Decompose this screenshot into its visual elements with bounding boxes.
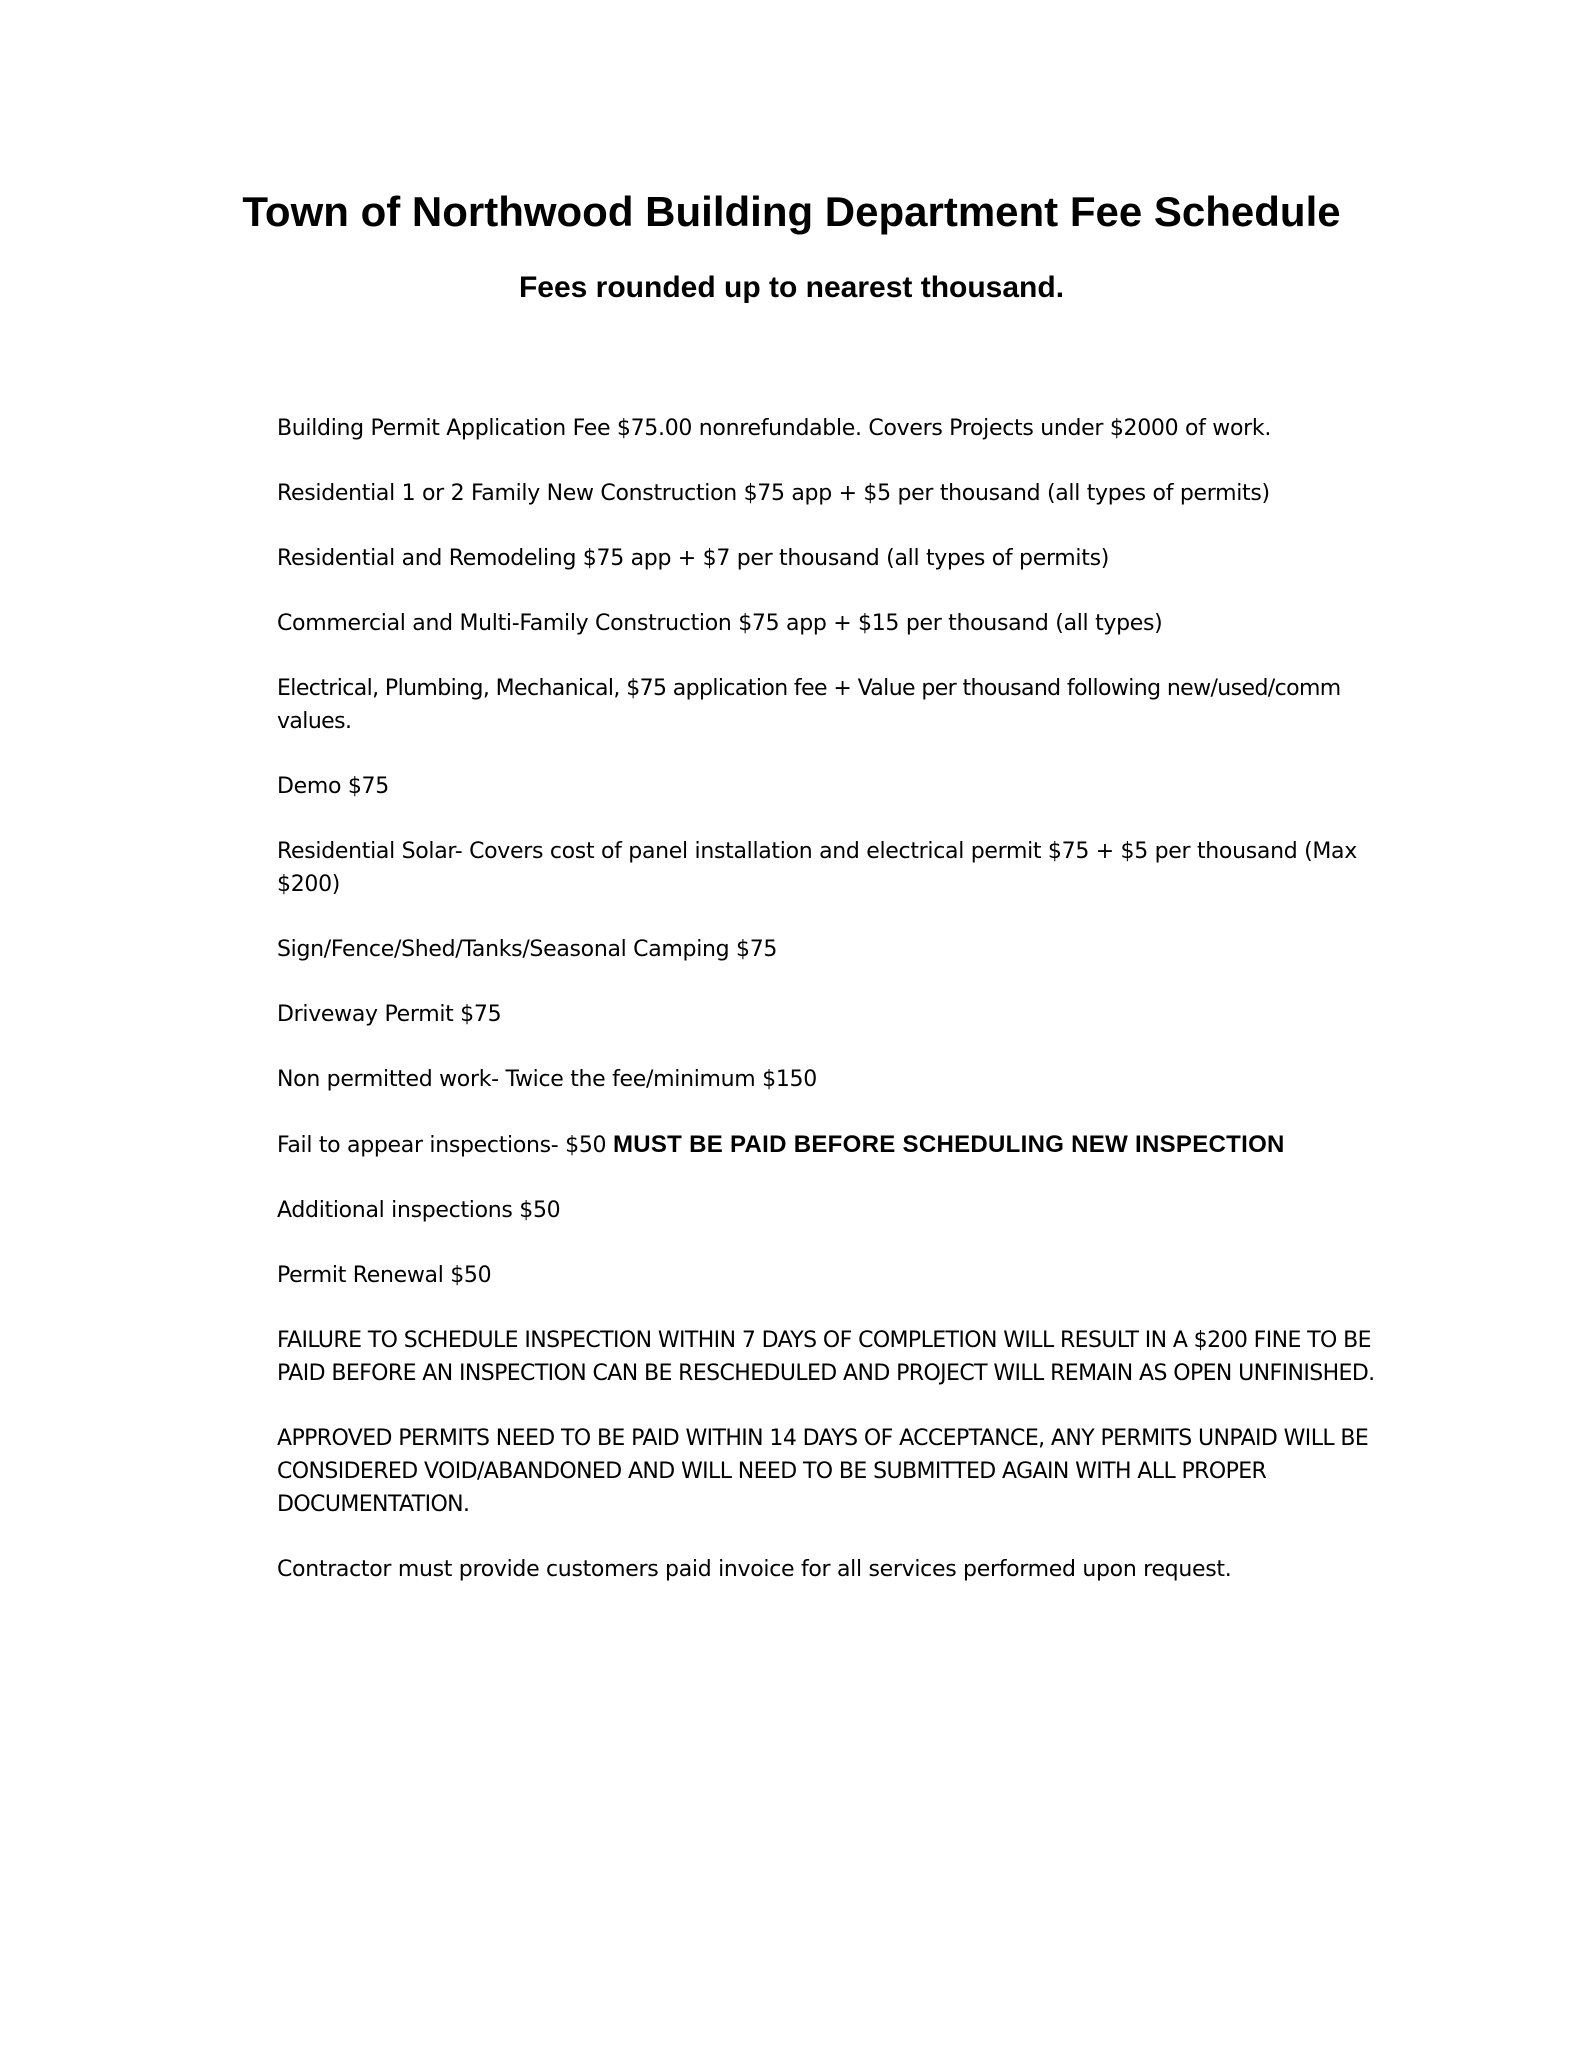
fee-item-driveway: Driveway Permit $75 bbox=[277, 1002, 502, 1027]
fee-item-trades: Electrical, Plumbing, Mechanical, $75 application fee + Value per thousand following new/used/comm values. bbox=[277, 676, 1341, 734]
fee-item-residential-remodel: Residential and Remodeling $75 app + $7 per thousand (all types of permits) bbox=[277, 546, 1110, 571]
fee-item-residential-new: Residential 1 or 2 Family New Construction $75 app + $5 per thousand (all types of permits) bbox=[277, 481, 1270, 506]
fee-item-non-permitted: Non permitted work- Twice the fee/minimum $150 bbox=[277, 1067, 817, 1092]
fee-item-payment-notice: APPROVED PERMITS NEED TO BE PAID WITHIN 14 DAYS OF ACCEPTANCE, ANY PERMITS UNPAID WILL BE CONSIDERED VOID/ABANDONED AND WILL NEED TO BE SUBMITTED AGAIN WITH ALL PROPER DOCUMENTATION. bbox=[277, 1426, 1369, 1517]
fee-item-additional-inspections: Additional inspections $50 bbox=[277, 1198, 561, 1223]
fee-item-fail-to-appear bbox=[277, 1128, 1397, 1162]
fee-list bbox=[277, 412, 1397, 1618]
fee-item-commercial: Commercial and Multi-Family Construction $75 app + $15 per thousand (all types) bbox=[277, 611, 1163, 636]
document-title: Town of Northwood Building Department Fee Schedule bbox=[242, 188, 1341, 235]
fee-item-demo: Demo $75 bbox=[277, 774, 389, 799]
inspection-notice: MUST BE PAID BEFORE SCHEDULING NEW INSPECTION bbox=[612, 1131, 1285, 1158]
document-subtitle: Fees rounded up to nearest thousand. bbox=[518, 271, 1065, 304]
fail-to-appear-text: Fail to appear inspections- $50 bbox=[277, 1133, 607, 1158]
fee-item-contractor-invoice: Contractor must provide customers paid invoice for all services performed upon request. bbox=[277, 1557, 1232, 1582]
fee-item-solar: Residential Solar- Covers cost of panel installation and electrical permit $75 + $5 per thousand (Max $200) bbox=[277, 839, 1357, 897]
fee-item-permit-renewal: Permit Renewal $50 bbox=[277, 1263, 492, 1288]
fee-item-failure-notice: FAILURE TO SCHEDULE INSPECTION WITHIN 7 DAYS OF COMPLETION WILL RESULT IN A $200 FINE TO BE PAID BEFORE AN INSPECTION CAN BE RESCHEDULED AND PROJECT WILL REMAIN AS OPEN UNFINISHED. bbox=[277, 1328, 1375, 1386]
fee-item-sign-fence: Sign/Fence/Shed/Tanks/Seasonal Camping $75 bbox=[277, 937, 778, 962]
fee-item-application: Building Permit Application Fee $75.00 nonrefundable. Covers Projects under $2000 of work. bbox=[277, 416, 1272, 441]
